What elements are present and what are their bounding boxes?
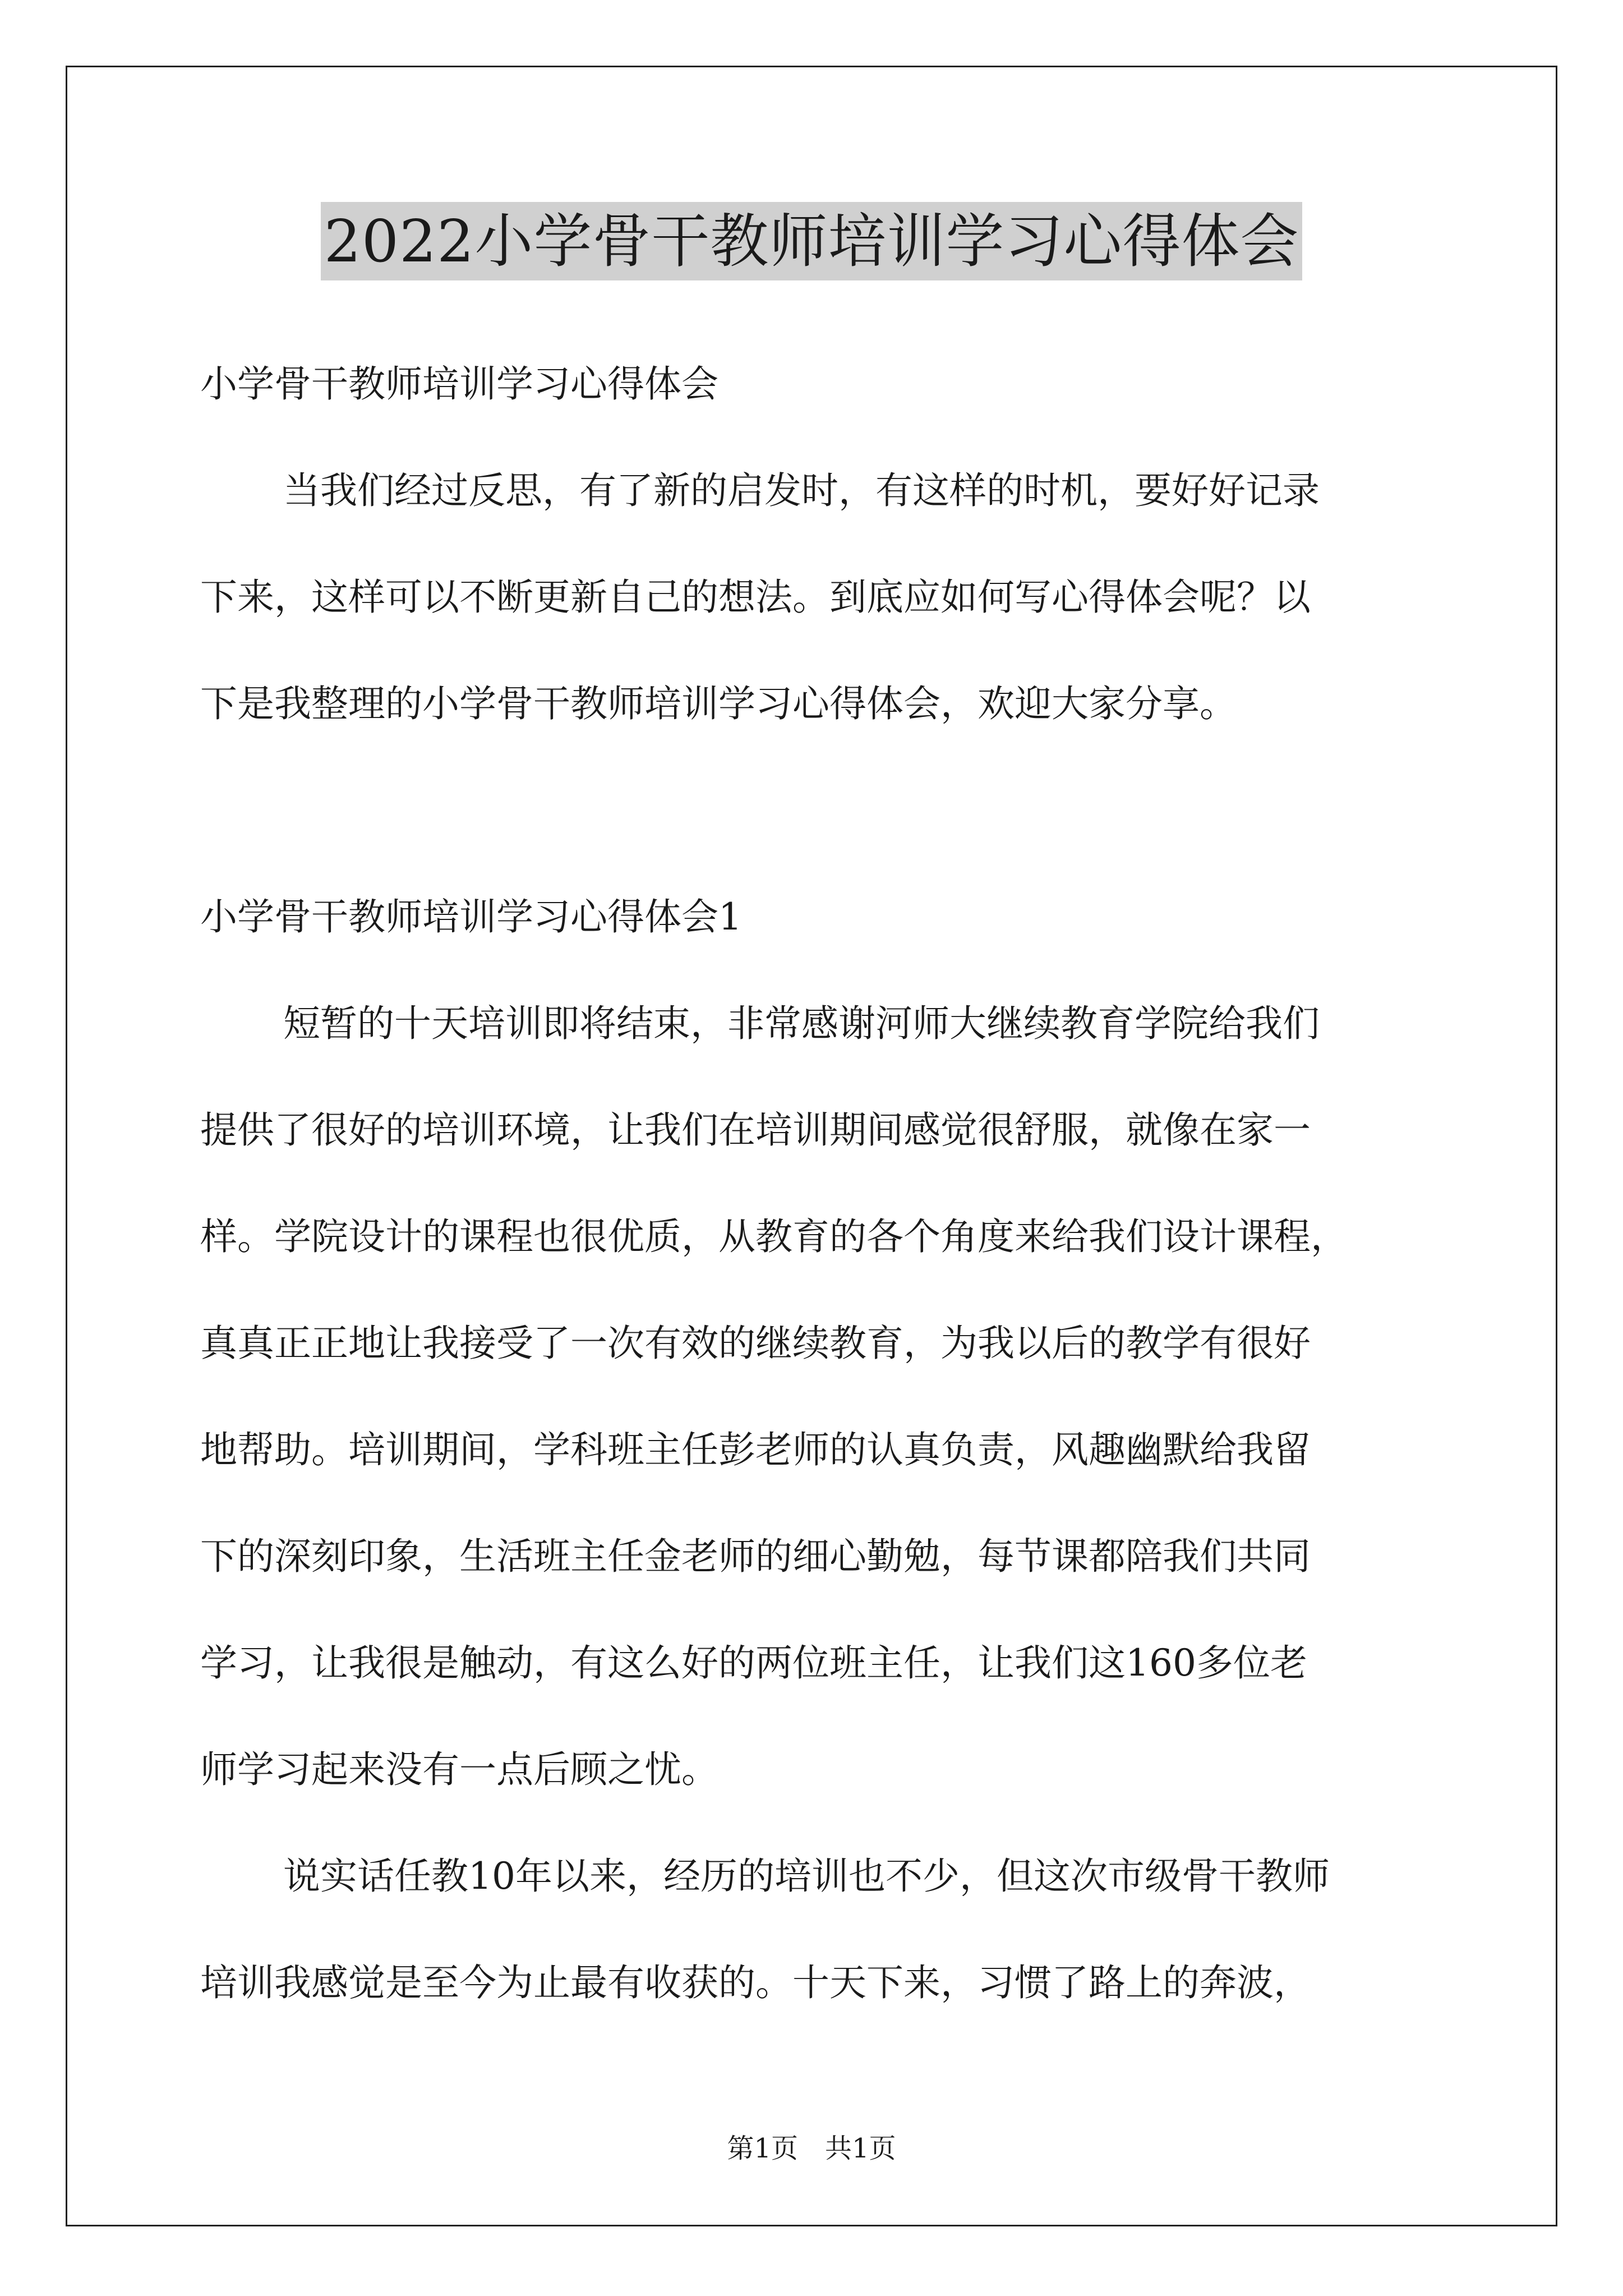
paragraph1-line: 学习，让我很是触动，有这么好的两位班主任，让我们这160多位老: [200, 1641, 1307, 1685]
paragraph1-line: 师学习起来没有一点后顾之忧。: [200, 1748, 718, 1791]
paragraph1-line: 样。学院设计的课程也很优质，从教育的各个角度来给我们设计课程，: [200, 1215, 1348, 1258]
paragraph2-line: 培训我感觉是至今为止最有收获的。十天下来，习惯了路上的奔波，: [200, 1961, 1311, 2004]
title-container: [0, 202, 1623, 280]
page-footer: 第1页 共1页: [727, 2133, 896, 2164]
section-gap: [200, 763, 1428, 869]
section-heading: 小学骨干教师培训学习心得体会1: [200, 895, 742, 938]
document-title: 2022小学骨干教师培训学习心得体会: [321, 202, 1303, 280]
intro-line: 下来，这样可以不断更新自己的想法。到底应如何写心得体会呢？以: [200, 576, 1311, 619]
intro-line: 当我们经过反思，有了新的启发时，有这样的时机，要好好记录: [283, 469, 1320, 512]
paragraph1-line: 真真正正地让我接受了一次有效的继续教育，为我以后的教学有很好: [200, 1322, 1311, 1365]
subtitle: 小学骨干教师培训学习心得体会: [200, 362, 718, 406]
paragraph1-line: 提供了很好的培训环境，让我们在培训期间感觉很舒服，就像在家一: [200, 1108, 1311, 1152]
document-body: [200, 337, 1428, 2042]
paragraph1-line: 下的深刻印象，生活班主任金老师的细心勤勉，每节课都陪我们共同: [200, 1535, 1311, 1578]
paragraph2-line: 说实话任教10年以来，经历的培训也不少，但这次市级骨干教师: [283, 1855, 1330, 1898]
paragraph1-line: 地帮助。培训期间，学科班主任彭老师的认真负责，风趣幽默给我留: [200, 1428, 1311, 1471]
paragraph1-line: 短暂的十天培训即将结束，非常感谢河师大继续教育学院给我们: [283, 1002, 1320, 1045]
intro-line: 下是我整理的小学骨干教师培训学习心得体会，欢迎大家分享。: [200, 682, 1237, 725]
